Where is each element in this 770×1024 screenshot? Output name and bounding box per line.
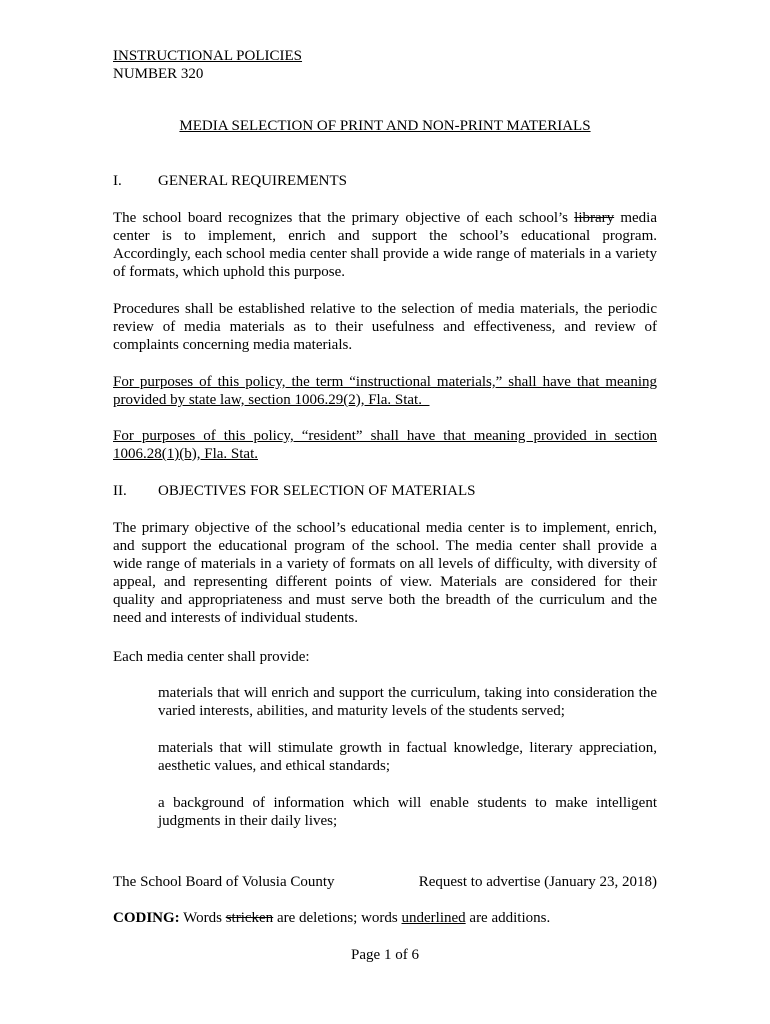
paragraph-line: The school board recognizes that the primary objective of each school’s library media: [113, 210, 657, 226]
paragraph-line: appeal, and representing different points of view. Materials are considered for their: [113, 574, 657, 590]
section-1-paragraph-3-addition: [113, 373, 657, 409]
footer-board-name: The School Board of Volusia County: [113, 874, 335, 890]
section-2-paragraph-1: [113, 519, 657, 627]
section-2-paragraph-2: Each media center shall provide:: [113, 649, 310, 665]
section-2-heading: OBJECTIVES FOR SELECTION OF MATERIALS: [158, 483, 476, 499]
coding-label: CODING:: [113, 910, 180, 926]
coding-legend: CODING: Words stricken are deletions; words underlined are additions.: [113, 910, 551, 926]
list-item-line: materials that will enrich and support the curriculum, taking into consideration the: [158, 685, 657, 701]
paragraph-line: The primary objective of the school’s educational media center is to implement, enrich,: [113, 520, 657, 536]
paragraph-line: provided by state law, section 1006.29(2), Fla. Stat.: [113, 392, 430, 408]
paragraph-line: review of media materials as to their usefulness and effectiveness, and review of: [113, 319, 657, 335]
stricken-word: library: [574, 210, 615, 226]
paragraph-line: of formats, which uphold this purpose.: [113, 264, 346, 280]
list-item-line: judgments in their daily lives;: [158, 813, 338, 829]
underlined-example: underlined: [401, 910, 466, 926]
paragraph-line: wide range of materials in a variety of formats on all levels of difficulty, with diversity of: [113, 556, 657, 572]
paragraph-line: and support the educational program of the school. The media center shall provide a: [113, 538, 657, 554]
list-item-line: a background of information which will enable students to make intelligent: [158, 795, 657, 811]
paragraph-line: center is to implement, enrich and support the school’s educational program.: [113, 228, 657, 244]
list-item-line: aesthetic values, and ethical standards;: [158, 758, 390, 774]
section-1-paragraph-4-addition: [113, 427, 657, 463]
list-item: [158, 794, 657, 830]
paragraph-line: quality and appropriateness and must serve both the breadth of the curriculum and the: [113, 592, 657, 608]
stricken-example: stricken: [225, 910, 274, 926]
paragraph-line: complaints concerning media materials.: [113, 337, 353, 353]
paragraph-line: For purposes of this policy, “resident” shall have that meaning provided in section: [113, 428, 657, 444]
section-1-heading: GENERAL REQUIREMENTS: [158, 173, 348, 189]
page-title: MEDIA SELECTION OF PRINT AND NON-PRINT MATERIALS: [179, 118, 591, 134]
page-number: Page 1 of 6: [351, 947, 419, 963]
section-1-numeral: I.: [113, 173, 122, 189]
paragraph-line: For purposes of this policy, the term “instructional materials,” shall have that meaning: [113, 374, 657, 390]
list-item-line: materials that will stimulate growth in factual knowledge, literary appreciation,: [158, 740, 657, 756]
paragraph-line: Procedures shall be established relative to the selection of media materials, the periodic: [113, 301, 657, 317]
policy-number: NUMBER 320: [113, 66, 204, 82]
section-1-paragraph-1: [113, 209, 657, 281]
section-1-paragraph-2: [113, 300, 657, 354]
paragraph-line: need and interests of individual students.: [113, 610, 358, 626]
section-2-numeral: II.: [113, 483, 127, 499]
paragraph-line: Accordingly, each school media center shall provide a wide range of materials in a variety: [113, 246, 657, 262]
paragraph-line: 1006.28(1)(b), Fla. Stat.: [113, 446, 258, 462]
list-item-line: varied interests, abilities, and maturity levels of the students served;: [158, 703, 565, 719]
list-item: [158, 684, 657, 720]
policy-section-heading: INSTRUCTIONAL POLICIES: [113, 48, 303, 64]
list-item: [158, 739, 657, 775]
footer-request-date: Request to advertise (January 23, 2018): [418, 874, 657, 890]
